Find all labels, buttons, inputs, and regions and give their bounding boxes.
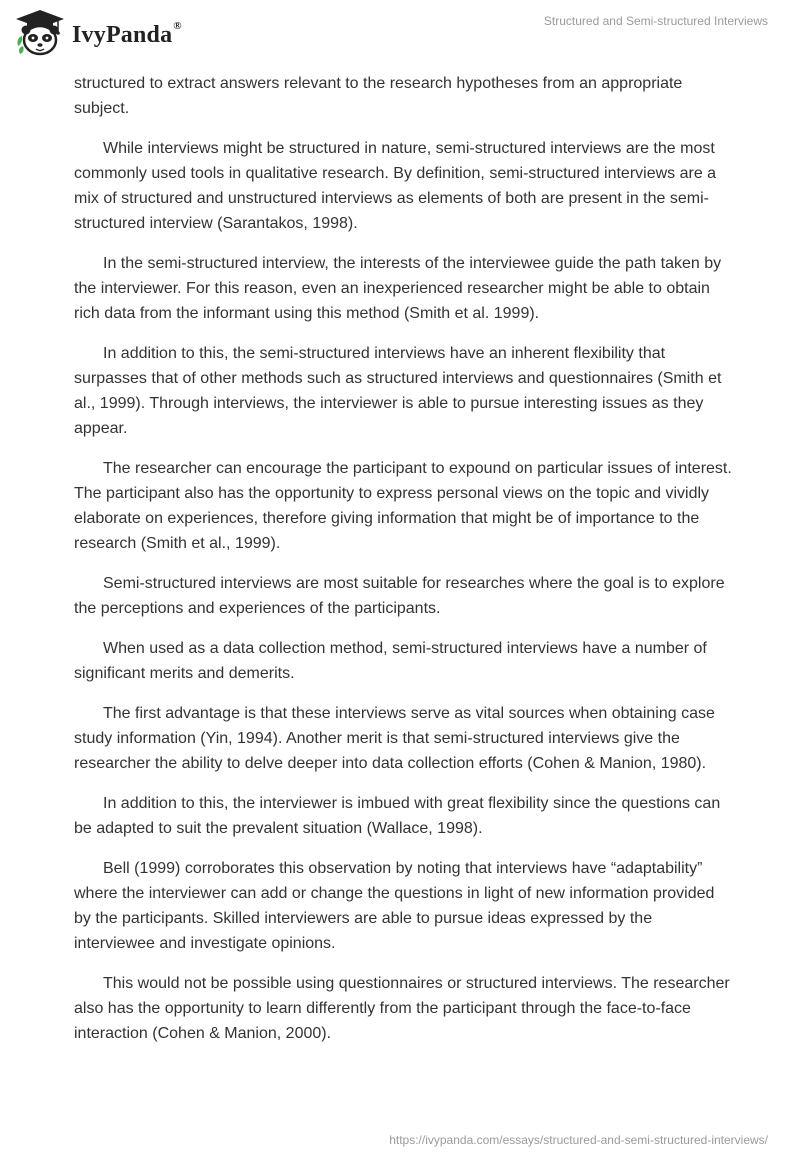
paragraph: This would not be possible using questionnaires or structured interviews. The researcher also has the opportunity to learn differently from the participant through the face-to-face interaction (Cohen & Manion, 2000). <box>74 975 730 1042</box>
paragraph: In addition to this, the semi-structured interviews have an inherent flexibility that surpasses that of other methods such as structured interviews and questionnaires (Smith et al., 1999). Through interviews, the interviewer is able to pursue interesting issues as they appear. <box>74 345 722 437</box>
panda-graduate-icon <box>14 8 66 58</box>
paragraph: The researcher can encourage the participant to expound on particular issues of interest. The participant also has the opportunity to express personal views on the topic and vividly elaborate on experiences, therefore giving information that might be of importance to the research (Smith et al., 1999). <box>74 460 732 552</box>
paragraph: When used as a data collection method, semi-structured interviews have a number of significant merits and demerits. <box>74 640 707 682</box>
paragraph: In addition to this, the interviewer is imbued with great flexibility since the questions can be adapted to suit the prevalent situation (Wallace, 1998). <box>74 795 721 837</box>
paragraph: Semi-structured interviews are most suitable for researches where the goal is to explore the perceptions and experiences of the participants. <box>74 575 725 617</box>
paragraph: In the semi-structured interview, the interests of the interviewee guide the path taken by the interviewer. For this reason, even an inexperienced researcher might be able to obtain rich data from the informant using this method (Smith et al. 1999). <box>74 255 722 322</box>
logo-text: IvyPanda <box>72 21 173 48</box>
registered-mark: ® <box>173 19 182 32</box>
paragraph: structured to extract answers relevant to the research hypotheses from an appropriate subject. <box>74 75 683 117</box>
page-header <box>0 0 800 66</box>
ivypanda-logo[interactable] <box>14 8 182 58</box>
document-title: Structured and Semi-structured Interviews <box>543 14 768 28</box>
paragraph: The first advantage is that these interviews serve as vital sources when obtaining case study information (Yin, 1994). Another merit is that semi-structured interviews give the researcher the ability to delve deeper into data collection efforts (Cohen & Manion, 1980). <box>74 705 715 772</box>
source-url-link[interactable]: https://ivypanda.com/essays/structured-and-semi-structured-interviews/ <box>389 1133 768 1147</box>
paragraph: Bell (1999) corroborates this observation by noting that interviews have “adaptability” where the interviewer can add or change the questions in light of new information provided by the participants. Skilled interviewers are able to pursue ideas expressed by the interviewee and investigate opinions. <box>74 860 715 952</box>
paragraph: While interviews might be structured in nature, semi-structured interviews are the most commonly used tools in qualitative research. By definition, semi-structured interviews are a mix of structured and unstructured interviews as elements of both are present in the semi-structured interview (Sarantakos, 1998). <box>74 140 717 232</box>
logo-wordmark <box>72 19 182 49</box>
essay-body <box>74 71 734 1061</box>
